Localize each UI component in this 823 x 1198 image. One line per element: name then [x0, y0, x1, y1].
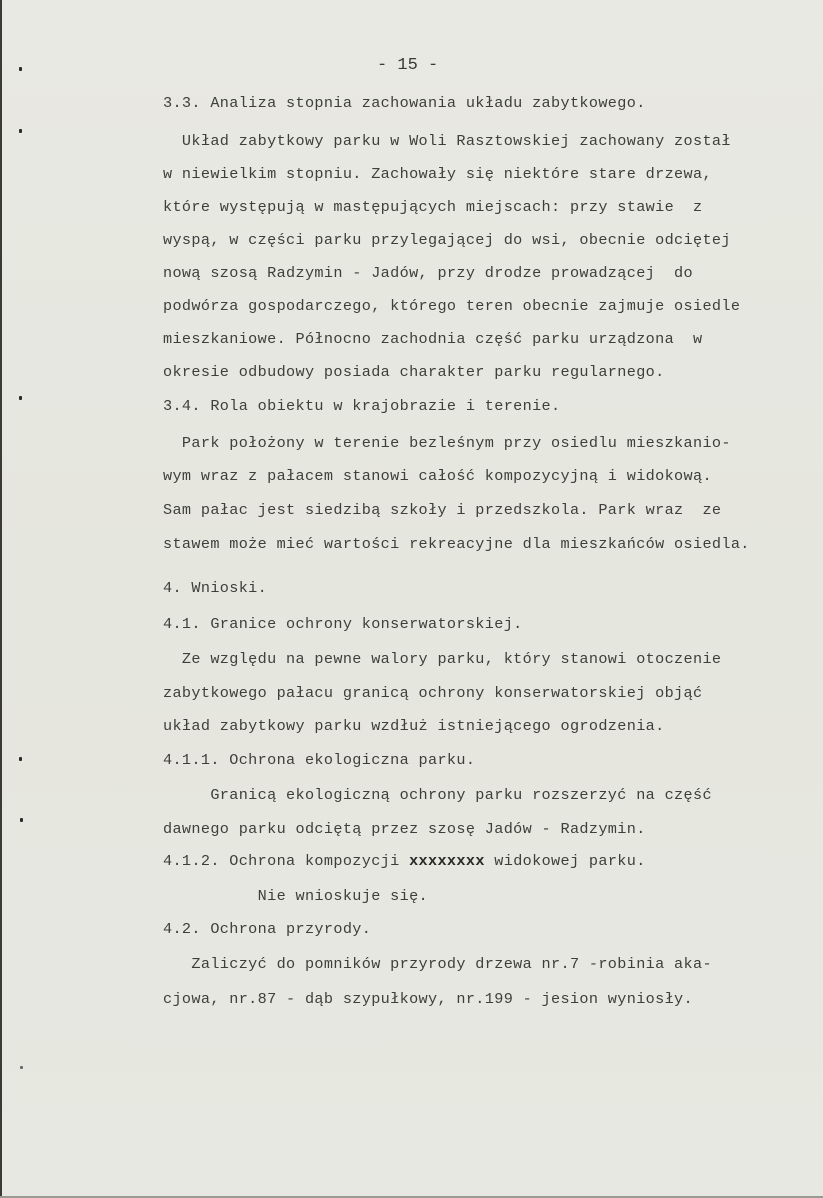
- section-heading: 4. Wnioski.: [163, 579, 268, 597]
- section-heading: 4.2. Ochrona przyrody.: [163, 920, 372, 938]
- margin-mark: [20, 818, 23, 822]
- text-line: mieszkaniowe. Północno zachodnia część parku urządzona w: [163, 330, 703, 348]
- margin-mark: [19, 129, 22, 133]
- text-line: w niewielkim stopniu. Zachowały się niektóre stare drzewa,: [163, 165, 712, 183]
- struck-out-text: xxxxxxxx: [409, 852, 485, 870]
- margin-mark: [19, 396, 22, 400]
- section-heading: 3.4. Rola obiektu w krajobrazie i terenie.: [163, 397, 561, 415]
- text-line: Zaliczyć do pomników przyrody drzewa nr.7 -robinia aka-: [163, 955, 712, 973]
- text-line: Ze względu na pewne walory parku, który stanowi otoczenie: [163, 650, 722, 668]
- text-line: Układ zabytkowy parku w Woli Rasztowskiej zachowany został: [163, 132, 731, 150]
- text-line: nową szosą Radzymin - Jadów, przy drodze prowadzącej do: [163, 264, 693, 282]
- text-line: Sam pałac jest siedzibą szkoły i przedszkola. Park wraz ze: [163, 501, 722, 519]
- scan-left-edge: [0, 0, 2, 1198]
- heading-text: 4.1.2. Ochrona kompozycji: [163, 852, 410, 870]
- section-heading: [163, 852, 646, 870]
- text-line: układ zabytkowy parku wzdłuż istniejącego ogrodzenia.: [163, 717, 665, 735]
- heading-text: widokowej parku.: [484, 852, 646, 870]
- text-line: podwórza gospodarczego, którego teren obecnie zajmuje osiedle: [163, 297, 741, 315]
- margin-mark: [19, 757, 22, 761]
- text-line: wym wraz z pałacem stanowi całość kompozycyjną i widokową.: [163, 467, 712, 485]
- text-line: cjowa, nr.87 - dąb szypułkowy, nr.199 - jesion wyniosły.: [163, 990, 693, 1008]
- text-line: stawem może mieć wartości rekreacyjne dla mieszkańców osiedla.: [163, 535, 750, 553]
- section-heading: 4.1. Granice ochrony konserwatorskiej.: [163, 615, 523, 633]
- margin-mark: [19, 67, 22, 71]
- text-line: Nie wnioskuje się.: [163, 887, 428, 905]
- text-line: zabytkowego pałacu granicą ochrony konserwatorskiej objąć: [163, 684, 703, 702]
- text-line: okresie odbudowy posiada charakter parku regularnego.: [163, 363, 665, 381]
- section-heading: 4.1.1. Ochrona ekologiczna parku.: [163, 751, 476, 769]
- text-line: wyspą, w części parku przylegającej do wsi, obecnie odciętej: [163, 231, 731, 249]
- text-line: Park położony w terenie bezleśnym przy osiedlu mieszkanio-: [163, 434, 731, 452]
- text-line: które występują w mastępujących miejscach: przy stawie z: [163, 198, 703, 216]
- margin-mark: [20, 1066, 23, 1069]
- page-number: - 15 -: [377, 56, 439, 75]
- text-line: dawnego parku odciętą przez szosę Jadów - Radzymin.: [163, 820, 646, 838]
- text-line: Granicą ekologiczną ochrony parku rozszerzyć na część: [163, 786, 712, 804]
- section-heading: 3.3. Analiza stopnia zachowania układu zabytkowego.: [163, 94, 646, 112]
